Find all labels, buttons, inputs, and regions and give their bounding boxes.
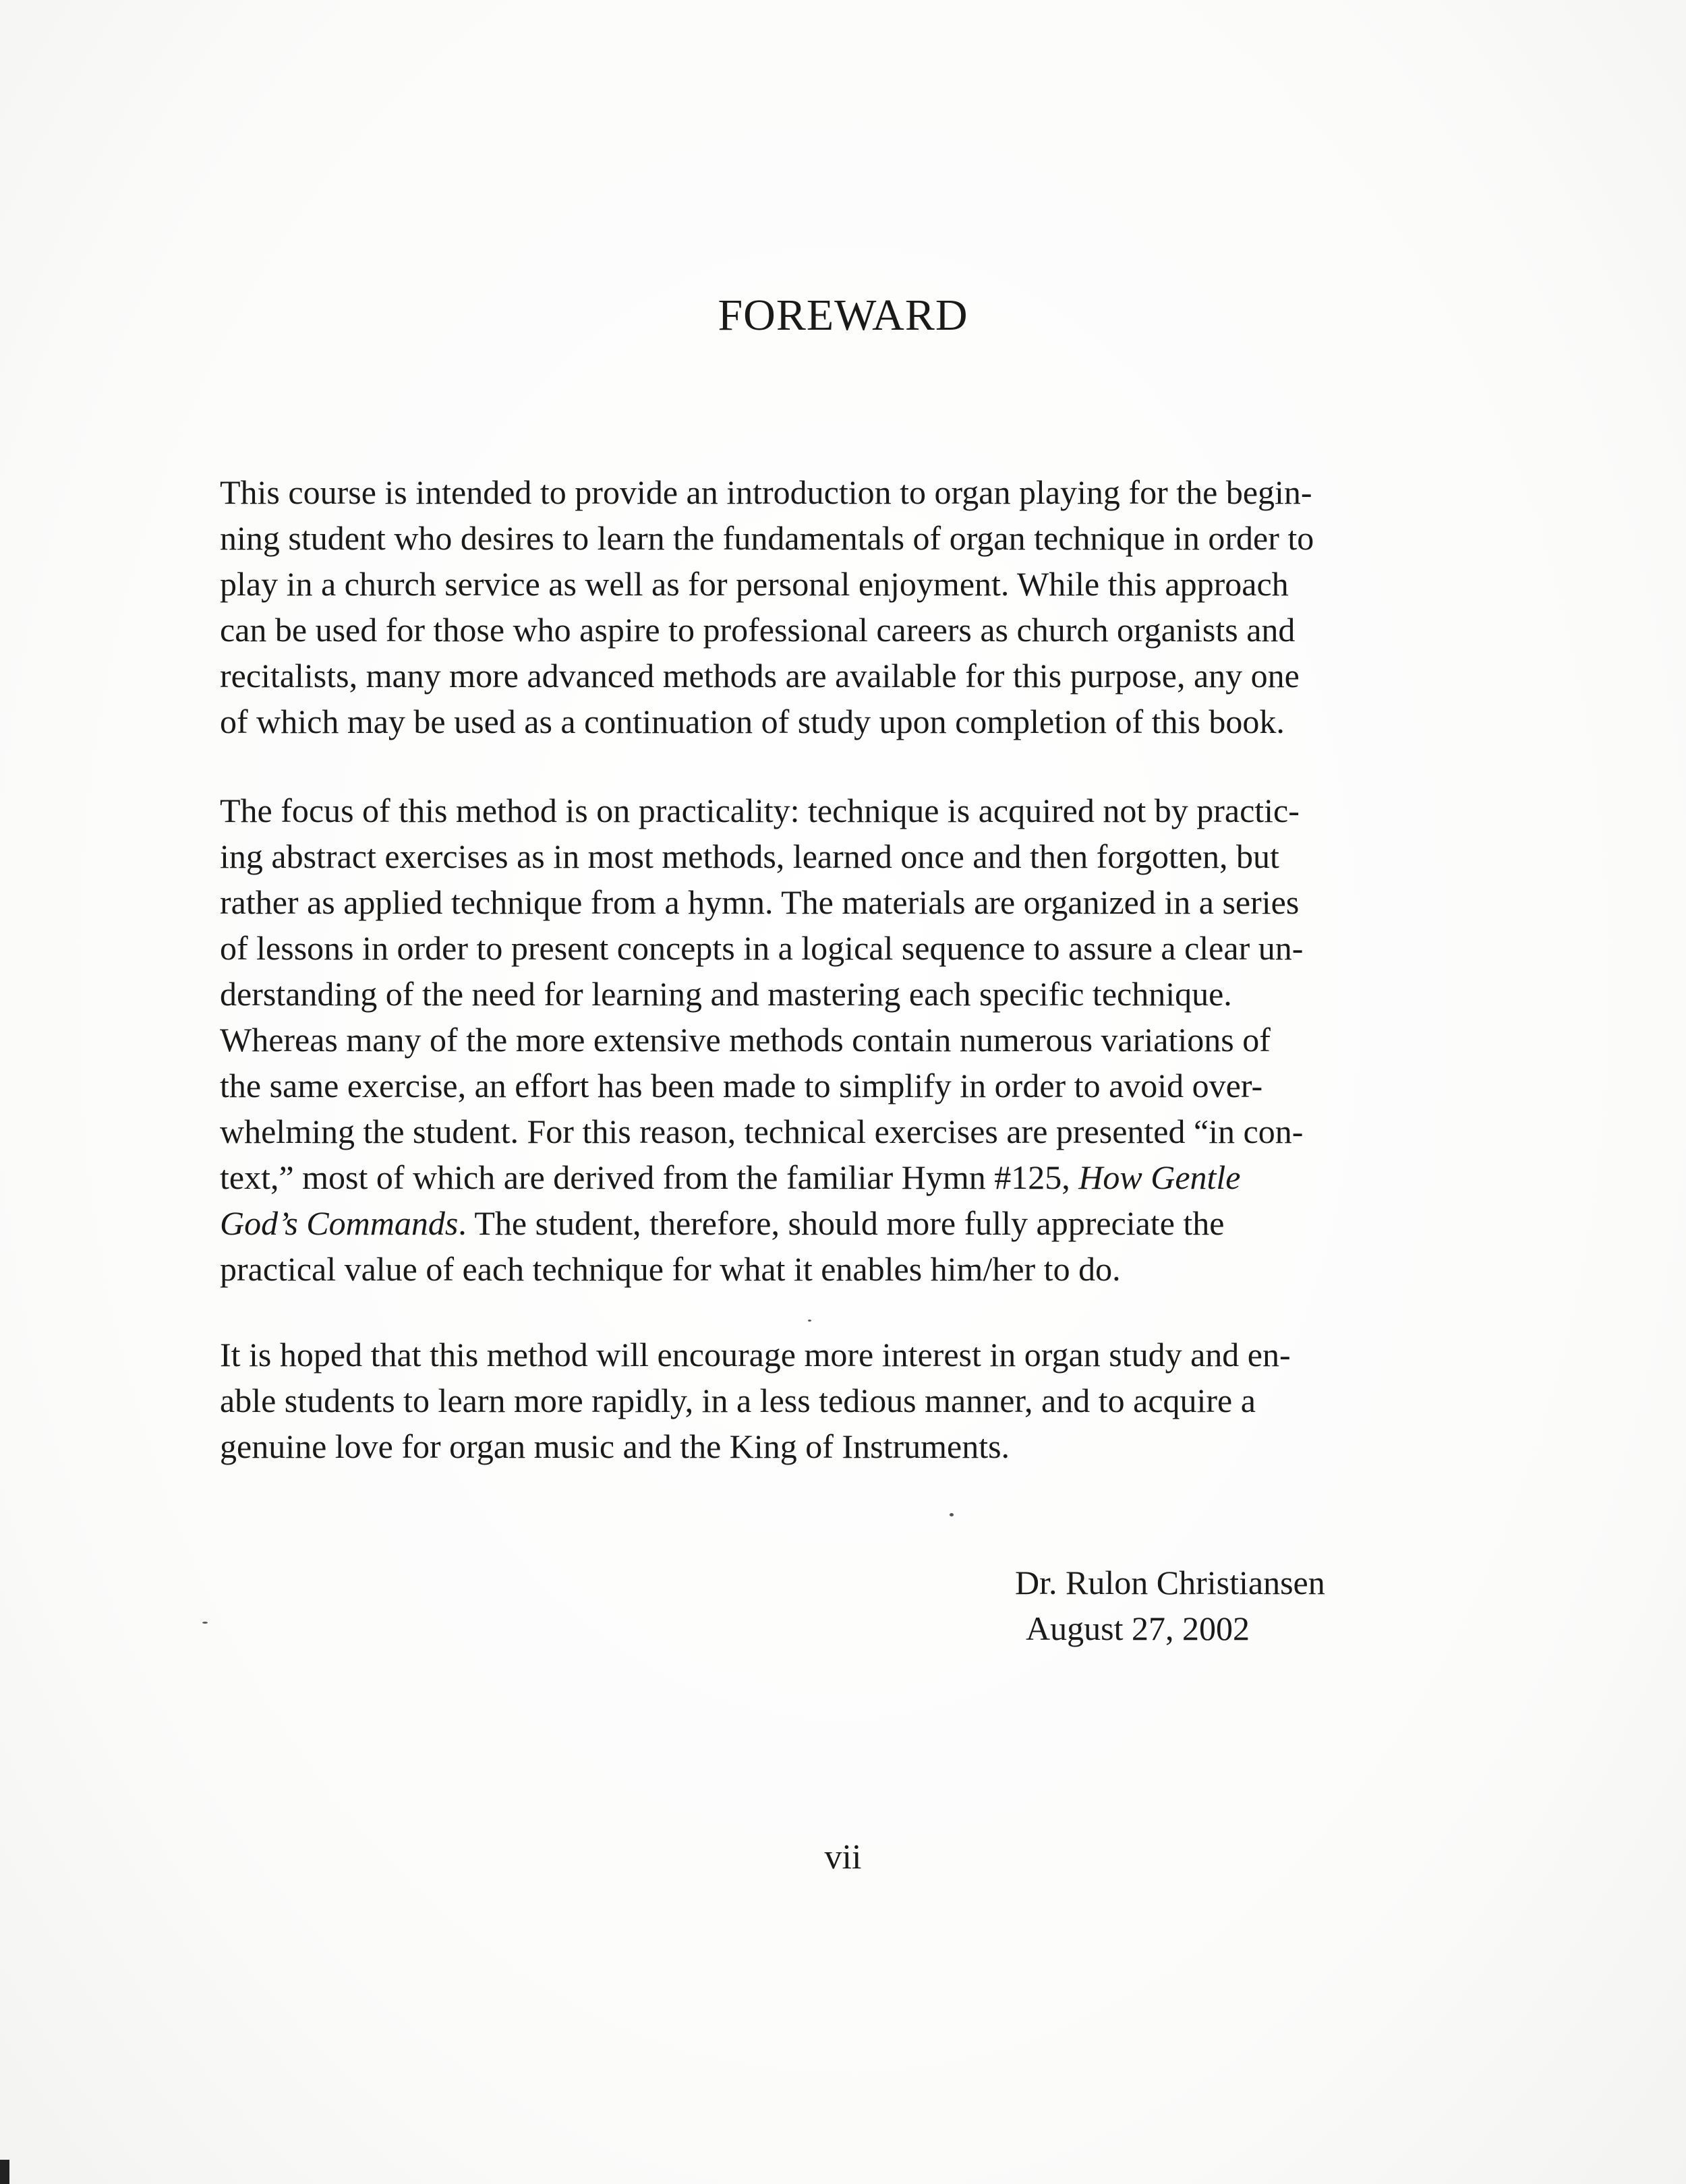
text-line: rather as applied technique from a hymn. The materials are organized in a series: [220, 883, 1300, 921]
text-line: ning student who desires to learn the fundamentals of organ technique in order to: [220, 519, 1314, 557]
signature-date: August 27, 2002: [1026, 1610, 1250, 1647]
text-line: of lessons in order to present concepts in a logical sequence to assure a clear un-: [220, 929, 1304, 967]
text-line: can be used for those who aspire to professional careers as church organists and: [220, 611, 1296, 649]
text-line: practical value of each technique for what it enables him/her to do.: [220, 1250, 1121, 1288]
text-line: play in a church service as well as for personal enjoyment. While this approach: [220, 565, 1289, 603]
text-line: of which may be used as a continuation of study upon completion of this book.: [220, 703, 1285, 740]
text-line: The focus of this method is on practicality: technique is acquired not by practic-: [220, 792, 1300, 829]
page-title: FOREWARD: [718, 291, 968, 340]
text-fragment: . The student, therefore, should more fully appreciate the: [458, 1204, 1225, 1242]
text-line: ing abstract exercises as in most methods, learned once and then forgotten, but: [220, 837, 1279, 875]
scan-edge-mark: [0, 2160, 9, 2184]
hymn-title: How Gentle: [1078, 1158, 1241, 1196]
paragraph-intro: [220, 469, 1488, 744]
paragraph-closing: [220, 1332, 1488, 1469]
text-line: whelming the student. For this reason, technical exercises are presented “in con-: [220, 1113, 1304, 1150]
text-line: able students to learn more rapidly, in a less tedious manner, and to acquire a: [220, 1382, 1256, 1419]
text-line: This course is intended to provide an introduction to organ playing for the begin-: [220, 473, 1312, 511]
text-line: derstanding of the need for learning and mastering each specific technique.: [220, 975, 1232, 1013]
text-line: [220, 1200, 1488, 1246]
text-line: [220, 1154, 1488, 1200]
text-line: genuine love for organ music and the King of Instruments.: [220, 1427, 1010, 1465]
scan-speck: [950, 1513, 954, 1516]
page-number: vii: [824, 1838, 862, 1877]
author-name: Dr. Rulon Christiansen: [1015, 1564, 1325, 1601]
text-line: recitalists, many more advanced methods are available for this purpose, any one: [220, 657, 1300, 695]
text-fragment: text,” most of which are derived from the familiar Hymn #125,: [220, 1158, 1079, 1196]
scan-speck: [202, 1622, 208, 1624]
scan-speck: [808, 1320, 811, 1322]
hymn-title: God’s Commands: [220, 1204, 459, 1242]
paragraph-focus: [220, 788, 1488, 1292]
text-line: Whereas many of the more extensive methods contain numerous variations of: [220, 1021, 1271, 1059]
text-line: It is hoped that this method will encourage more interest in organ study and en-: [220, 1336, 1291, 1374]
signature-block: [1015, 1560, 1325, 1651]
text-line: the same exercise, an effort has been made to simplify in order to avoid over-: [220, 1067, 1263, 1104]
